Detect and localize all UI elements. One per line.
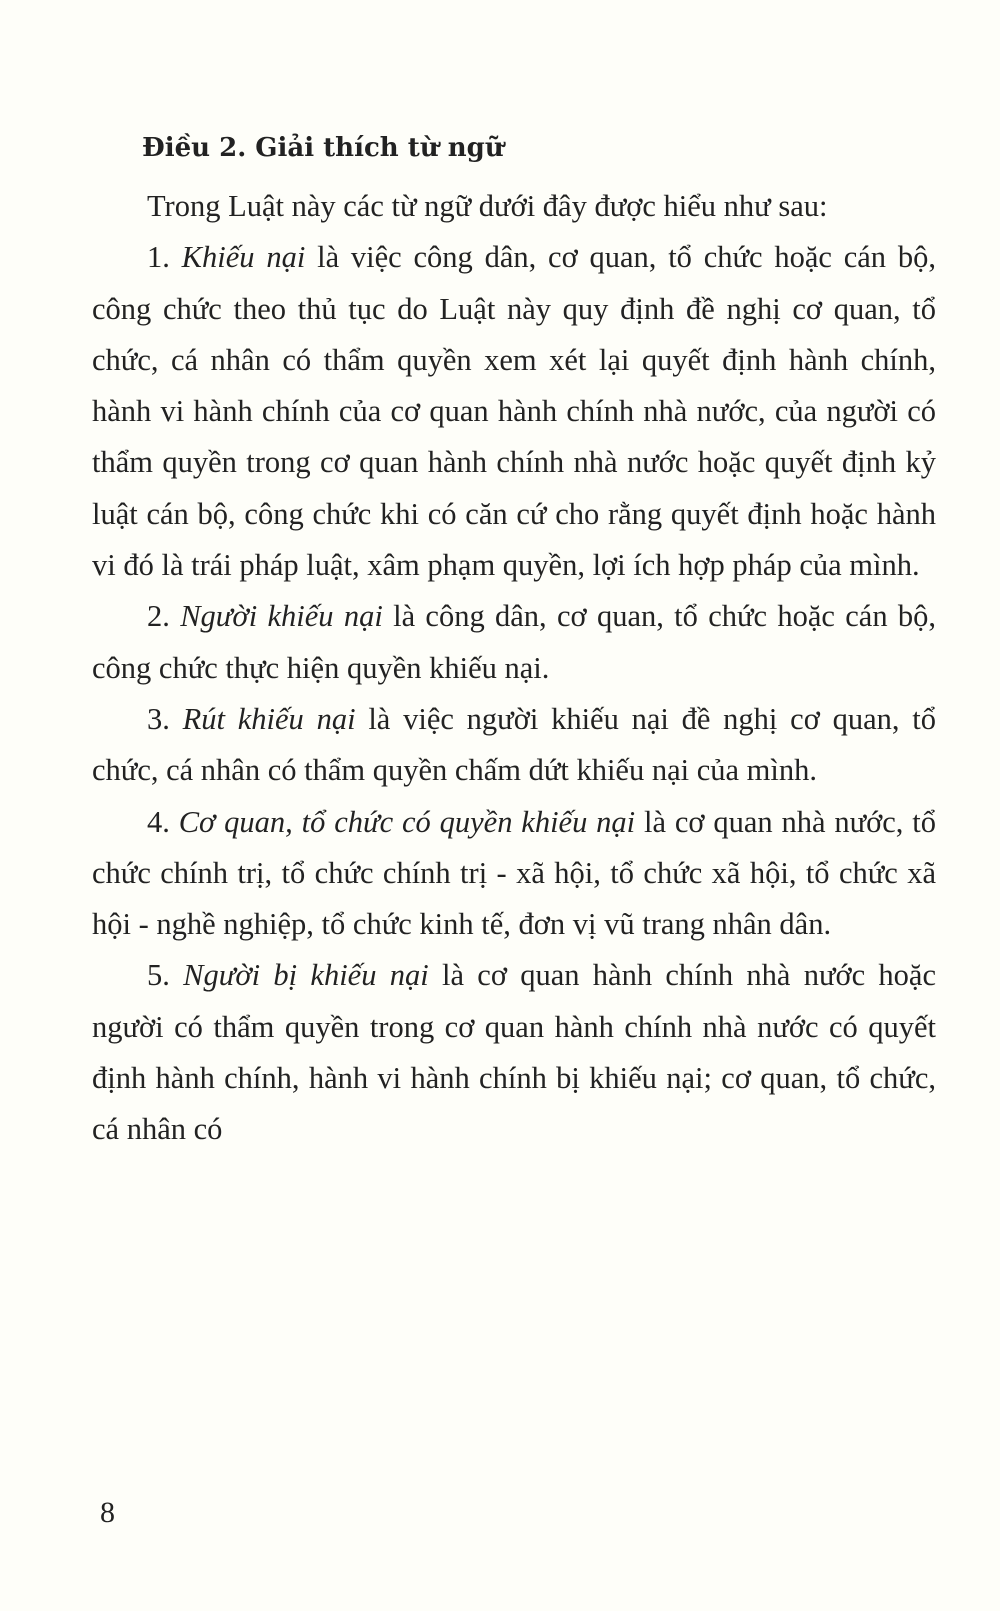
article-heading: Điều 2. Giải thích từ ngữ (142, 133, 504, 163)
definition-number: 2. (147, 599, 170, 634)
article-body (92, 181, 936, 1156)
definition-number: 5. (147, 958, 170, 993)
definition-text: là cơ quan hành chính nhà nước hoặc người có thẩm quyền trong cơ quan hành chính nhà nước có quyết định hành chính, hành vi hành chính bị khiếu nại; cơ quan, tổ chức, cá nhân có (92, 958, 936, 1147)
definition-item (92, 591, 936, 694)
definition-item (92, 797, 936, 951)
definition-term: Khiếu nại (181, 240, 306, 275)
definition-item (92, 950, 936, 1155)
definition-number: 1. (147, 240, 170, 275)
definition-text: là công dân, cơ quan, tổ chức hoặc cán bộ, công chức thực hiện quyền khiếu nại. (92, 599, 936, 685)
intro-paragraph: Trong Luật này các từ ngữ dưới đây được hiểu như sau: (147, 189, 828, 223)
definition-number: 3. (147, 701, 170, 736)
definition-text: là việc công dân, cơ quan, tổ chức hoặc cán bộ, công chức theo thủ tục do Luật này quy định đề nghị cơ quan, tổ chức, cá nhân có thẩm quyền xem xét lại quyết định hành chính, hành vi hành chính của cơ quan hành chính nhà nước, của người có thẩm quyền trong cơ quan hành chính nhà nước hoặc quyết định kỷ luật cán bộ, công chức khi có căn cứ cho rằng quyết định hoặc hành vi đó là trái pháp luật, xâm phạm quyền, lợi ích hợp pháp của mình. (92, 240, 936, 583)
page-content (92, 128, 936, 1156)
definition-term: Cơ quan, tổ chức có quyền khiếu nại (178, 804, 636, 839)
definition-item (92, 232, 936, 591)
definition-text: là cơ quan nhà nước, tổ chức chính trị, tổ chức chính trị - xã hội, tổ chức xã hội, tổ chức xã hội - nghề nghiệp, tổ chức kinh tế, đơn vị vũ trang nhân dân. (92, 804, 936, 942)
definition-term: Người khiếu nại (180, 599, 383, 634)
page-number: 8 (100, 1496, 115, 1529)
definition-text: là việc người khiếu nại đề nghị cơ quan, tổ chức, cá nhân có thẩm quyền chấm dứt khiếu nại của mình. (92, 701, 936, 788)
definition-term: Người bị khiếu nại (183, 958, 429, 993)
definition-item (92, 694, 936, 797)
definition-term: Rút khiếu nại (182, 701, 356, 736)
definition-number: 4. (147, 804, 170, 839)
